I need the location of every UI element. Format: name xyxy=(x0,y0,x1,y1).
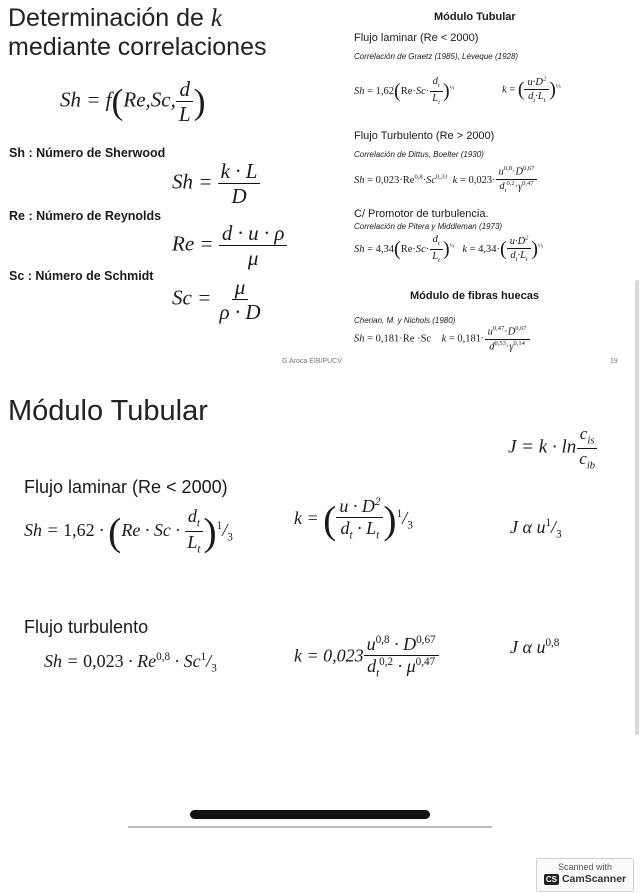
right-fibras-equation: Sh = 0,181·Re ·Sc k = 0,181· $\frac{u^{0,47}\cdot D^{0,67}}{d^{0,53}\cdot\gamma^{0,14}}$ xyxy=(354,326,530,352)
title-prefix: Determinación de xyxy=(8,4,211,32)
slide-1-title xyxy=(8,4,266,61)
right-turbulent-title: Flujo Turbulento (Re > 2000) xyxy=(354,130,495,142)
right-laminar-cite: Correlación de Graetz (1985), Léveque (1928) xyxy=(354,52,519,61)
home-indicator[interactable] xyxy=(190,810,430,819)
scrollbar[interactable] xyxy=(635,280,639,735)
right-promotor-equations: Sh = 4,34(Re·Sc· $\frac{d_t}{L_t}$ )$^{\frac{1}{3}}$ k = 4,34·( $\frac{u\cdot D^2}{d_t\cdot L_t}$ )$^{\frac{1}{3}}$ xyxy=(354,234,543,265)
title-line-2: mediante correlaciones xyxy=(8,33,267,61)
slide-footer: G Aroca EIB/PUCV xyxy=(282,358,342,365)
right-panel xyxy=(352,8,624,363)
slide-2-title: Módulo Tubular xyxy=(8,395,208,427)
right-promotor-cite: Correlación de Pitera y Middleman (1973) xyxy=(354,222,503,231)
camscanner-logo-icon: CS xyxy=(545,875,557,884)
right-heading: Módulo Tubular xyxy=(434,11,516,23)
turbulent-coefficient: 0,023 xyxy=(83,651,124,671)
u-exponent: 0,8 xyxy=(375,634,390,646)
slide-page-number: 19 xyxy=(610,358,618,365)
dt-exponent: 0,2 xyxy=(379,655,394,668)
sherwood-equation: Sh = $\frac{k \cdot L}{D}$ xyxy=(172,160,260,207)
schmidt-label: Sc : Número de Schmidt xyxy=(9,269,154,283)
d-exponent: 0,67 xyxy=(416,634,436,646)
right-turbulent-equations: Sh = 0,023·Re$^{0,8}$·Sc$^{0,33}$ k = 0,023· $\frac{u^{0,8}\cdot D^{0,67}}{d_t^{0,2}\cdot\gamma^{0,47}}$ xyxy=(354,166,537,195)
laminar-sh-equation: Sh = 1,62 · (Re · Sc · $\frac{d_t}{L_t}$ )$^1/_3$ xyxy=(24,506,233,556)
camscanner-watermark xyxy=(536,858,634,892)
coef: 1,62 xyxy=(375,85,395,97)
reynolds-equation: Re = $\frac{d \cdot u \cdot \rho}{\mu}$ xyxy=(172,222,287,269)
right-laminar-title: Flujo laminar (Re < 2000) xyxy=(354,32,479,44)
right-fibras-cite: Cherian, M. y Nichols (1980) xyxy=(354,316,456,325)
title-variable: k xyxy=(210,5,222,32)
right-laminar-sh-equation: Sh = 1,62(Re·Sc· $\frac{d_t}{L_t}$ )$^{\frac{1}{3}}$ xyxy=(354,76,455,107)
coef: 0,181 xyxy=(375,333,400,345)
sh-function-equation: Sh = f(Re,Sc, $\frac{d}{L}$ ) xyxy=(60,77,206,127)
right-turbulent-cite: Correlación de Dittus, Boelter (1930) xyxy=(354,150,484,159)
right-promotor-title: C/ Promotor de turbulencia. xyxy=(354,208,489,220)
laminar-flux-proportional: J α $u^1/_3$ xyxy=(510,517,562,541)
divider-line xyxy=(128,826,492,828)
mu-exponent: 0,47 xyxy=(415,655,436,668)
laminar-k-equation: k = ( $\frac{u \cdot D^2}{d_t \cdot L_t}$ )$^1/_3$ xyxy=(294,496,413,542)
coef: 4,34 xyxy=(375,243,395,255)
reynolds-label: Re : Número de Reynolds xyxy=(9,209,162,223)
laminar-title: Flujo laminar (Re < 2000) xyxy=(24,477,228,497)
turbulent-k-equation: k = 0,023 $\frac{u^{0,8} \cdot D^{0,67}}{d_t^{0,2} \cdot \mu^{0,47}}$ xyxy=(294,635,439,680)
turbulent-flux-proportional: J α $u^{0,8}$ xyxy=(510,637,560,657)
sherwood-label: Sh : Número de Sherwood xyxy=(9,146,166,160)
turbulent-sh-equation: $Sh = 0,023 \cdot Re^{0,8} \cdot Sc^1/_3$ xyxy=(44,651,217,675)
right-fibras-heading: Módulo de fibras huecas xyxy=(410,290,539,302)
laminar-coefficient: 1,62 xyxy=(63,519,95,540)
coef: 0,023 xyxy=(375,174,400,186)
watermark-line-1: Scanned with xyxy=(557,862,613,872)
turbulent-title: Flujo turbulento xyxy=(24,617,149,637)
flux-equation: J = k · ln $\frac{c_{is}}{c_{ib}}$ xyxy=(508,425,598,471)
schmidt-equation: Sc = $\frac{\mu}{\rho \cdot D}$ xyxy=(172,275,261,325)
slide-2 xyxy=(0,385,641,715)
re-exponent: 0,8 xyxy=(156,651,171,663)
right-laminar-k-equation: k = ( $\frac{u\cdot D^2}{d_t\cdot L_t}$ )$^{\frac{1}{3}}$ xyxy=(502,75,561,104)
watermark-brand: CamScanner xyxy=(561,873,627,885)
